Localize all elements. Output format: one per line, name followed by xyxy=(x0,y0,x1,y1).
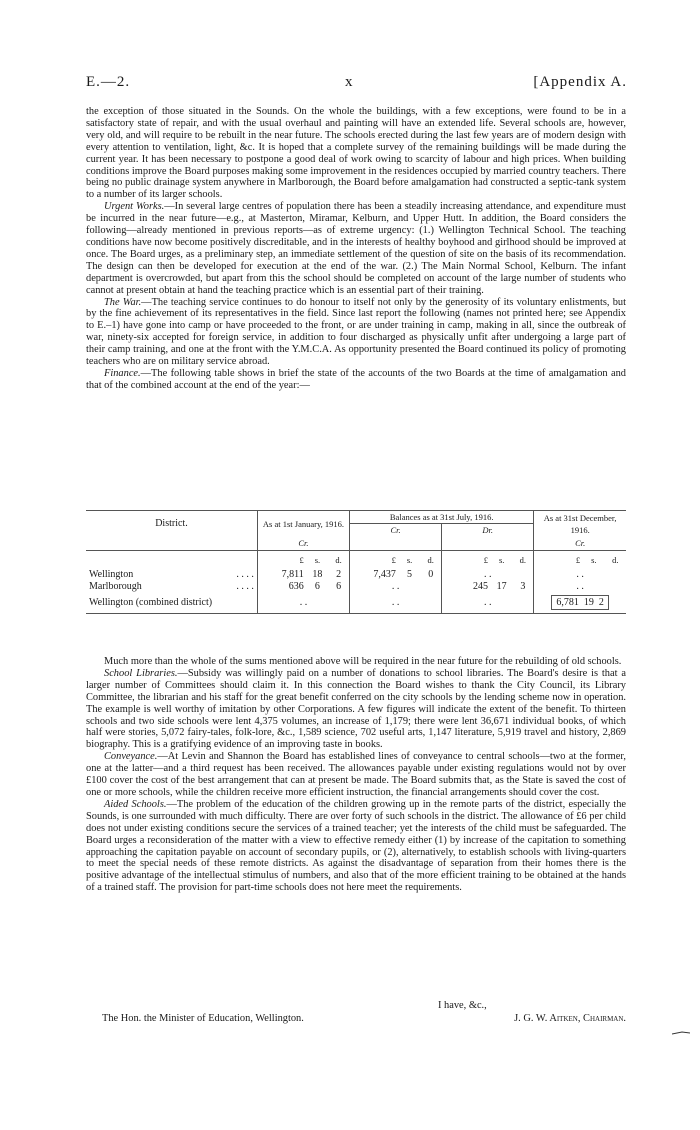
valediction: I have, &c., xyxy=(438,1000,487,1011)
amount-pounds: 636 xyxy=(257,581,306,593)
unit-shillings: s. xyxy=(406,555,413,565)
unit-pounds: £ xyxy=(257,551,306,570)
header-jan-cr: Cr. xyxy=(257,536,349,551)
header-july-group: Balances as at 31st July, 1916. xyxy=(350,511,534,524)
header-july-dr: Dr. xyxy=(442,524,534,537)
district-name: Marlborough xyxy=(89,581,142,592)
unit-pence: d. xyxy=(612,555,619,565)
empty-cell: . . xyxy=(534,581,626,593)
combined-total-cell xyxy=(534,593,626,614)
margin-mark-icon xyxy=(672,1030,690,1036)
amount-shillings: 6 xyxy=(314,581,320,592)
amount-pence: 3 xyxy=(520,581,526,592)
unit-pounds: £ xyxy=(350,551,399,570)
amount-pence: 0 xyxy=(428,569,434,580)
unit-pounds: £ xyxy=(534,551,583,570)
page-code: E.—2. xyxy=(86,74,131,90)
section-heading: Aided Schools. xyxy=(104,798,167,810)
table-row xyxy=(86,581,626,593)
amount-pounds: 7,437 xyxy=(350,569,399,581)
header-dec-cr: Cr. xyxy=(534,536,626,551)
paragraph-school-libraries: School Libraries.—Subsidy was willingly paid on a number of donations to school libraries. The Board's desire is that a larger number of Committees should claim it. In this connection the Board wishes to thank the City Council, its Library Committee, the librarian and his staff for the great benefit conferred on the city schools by the lending scheme now in operation. The example is well worthy of imitation by other Corporations. A few figures will indicate the extent of the benefit. To thirteen schools and two side schools were lent 4,375 volumes, an increase of 1,179; there were lent 36,671 individual books, of which half were stories, 5,072 fairy-tales, folk-lore, &c., 1,589 science, 702 useful arts, 1,147 literature, 5,919 travel and history, 2,869 biography. This is a gratifying evidence of an improving taste in books. xyxy=(86,667,626,751)
section-heading: School Libraries. xyxy=(104,667,178,679)
leader-dots: . . . . xyxy=(236,569,254,580)
amount-shillings: 17 xyxy=(496,581,507,592)
header-dec: As at 31st December, 1916. xyxy=(534,511,626,537)
section-heading: Finance. xyxy=(104,367,141,379)
addressee: The Hon. the Minister of Education, Wellington. xyxy=(102,1013,304,1024)
header-district: District. xyxy=(86,511,257,537)
paragraph-conveyance: Conveyance.—At Levin and Shannon the Board has established lines of conveyance to central schools—two at the former, one at the latter—and a third request has been received. The allowances payable under existing regulations would not by over £100 cover the cost of the best arrangement that can at present be made. The Board submits that, as the State is saved the cost of one or more schools, while the children receive more efficient instruction, the financial arrangements should cover the cost. xyxy=(86,751,626,798)
amount-shillings: 5 xyxy=(407,569,413,580)
paragraph-buildings: the exception of those situated in the Sounds. On the whole the buildings, with a few exceptions, were found to be in a satisfactory state of repair, and with the usual overhaul and painting will have an extended life. Several schools are, however, very old, and will require to be rebuilt in the near future. The schools erected during the last few years are of modern design with every attention to ventilation, light, &c. It is hoped that a complete survey of the remaining buildings will be made during the current year. It has been necessary to postpone a good deal of work owing to scarcity of labour and high prices. When building conditions improve the Board purposes making some improvement in the residences occupied by married country teachers. There being no public drainage system anywhere in Marlborough, the Board before amalgamation had constructed a septic-tank system to a number of its larger schools. xyxy=(86,106,626,201)
empty-cell: . . xyxy=(350,581,442,593)
combined-total xyxy=(551,595,609,610)
body-text-top xyxy=(86,106,626,392)
header-july-cr: Cr. xyxy=(350,524,442,537)
unit-shillings: s. xyxy=(314,555,321,565)
amount-pence: 2 xyxy=(336,569,342,580)
unit-pence: d. xyxy=(519,555,527,565)
paragraph-finance: Finance.—The following table shows in brief the state of the accounts of the two Boards at the time of amalgamation and that of the combined account at the end of the year:— xyxy=(86,367,626,391)
paragraph-the-war: The War.—The teaching service continues to do honour to itself not only by the generosity of its voluntary enlistments, but by the fine achievement of its representatives in the field. Since last report the following (names not printed here; see Appendix to E.–1) have gone into camp or have proceeded to the front, or are under training in camp, making in all, since the outbreak of war, ninety-six accepted for foreign service, in addition to four discharged as physically unfit after undergoing a large part of their camp training, and one at the front with the Y.M.C.A. As opportunity presented the Board continued its policy of promoting teachers who are on military service abroad. xyxy=(86,296,626,368)
section-heading: The War. xyxy=(104,296,142,308)
table-row xyxy=(86,593,626,614)
section-heading: Conveyance. xyxy=(104,751,158,763)
page-number: x xyxy=(345,74,354,90)
section-heading: Urgent Works. xyxy=(104,201,165,213)
appendix-label: [Appendix A. xyxy=(533,74,627,90)
table-row xyxy=(86,569,626,581)
unit-pence: d. xyxy=(335,555,342,565)
paragraph-rebuilding: Much more than the whole of the sums mentioned above will be required in the near future for the rebuilding of old schools. xyxy=(104,656,622,667)
amount-shillings: 18 xyxy=(312,569,323,580)
empty-cell: . . xyxy=(257,593,349,614)
amount-pounds: 6,781 xyxy=(556,597,579,608)
leader-dots: . . . . xyxy=(236,581,254,592)
empty-cell: . . xyxy=(442,569,534,581)
body-text-bottom xyxy=(86,656,626,894)
header-jan: As at 1st January, 1916. xyxy=(257,511,349,537)
amount-shillings: 19 xyxy=(583,597,594,608)
empty-cell: . . xyxy=(350,593,442,614)
signature: J. G. W. Aitken, Chairman. xyxy=(514,1013,626,1024)
empty-cell: . . xyxy=(534,569,626,581)
unit-pounds: £ xyxy=(442,551,491,570)
amount-pounds: 7,811 xyxy=(257,569,306,581)
empty-cell: . . xyxy=(442,593,534,614)
unit-pence: d. xyxy=(427,555,434,565)
district-name: Wellington (combined district) xyxy=(89,597,213,608)
unit-shillings: s. xyxy=(498,555,505,565)
paragraph-aided-schools: Aided Schools.—The problem of the education of the children growing up in the remote parts of the district, especially the Sounds, is one surrounded with much difficulty. There are over forty of such schools in the district. The allowance of £6 per child does not under existing conditions secure the services of a trained teacher; yet the interests of the child must be safeguarded. The Board urges a reconsideration of the matter with a view to effective remedy either (1) by increase of the capitation to something approaching the capitation payable on account of secondary pupils, or (2), alternatively, to establish schools with living-quarters to meet the special needs of these remote districts. As against the disadvantage of separation from their homes there is the positive advantage of the intellectual stimulus of numbers, and also that of the more efficient training to be obtained at the hands of a trained staff. The provision for part-time schools does not here meet the requirements. xyxy=(86,798,627,894)
unit-shillings: s. xyxy=(591,555,597,565)
finance-table xyxy=(86,510,626,614)
amount-pounds: 245 xyxy=(442,581,491,593)
paragraph-urgent-works: Urgent Works.—In several large centres of population there has been a steadily increasing attendance, and expenditure must be incurred in the near future—e.g., at Masterton, Miramar, Kelburn, and Upper Hutt. In addition, the Board considers the following—already mentioned in previous reports—as of extreme urgency: (1.) Wellington Technical School. The teaching conditions have now become positively discreditable, and in the interests of healthy boyhood and girlhood should be improved at once. The Board urges, as a preliminary step, an immediate settlement of the question of site on the basis of its recommendation. The design can then be developed for execution at the end of the war. (2.) The Main Normal School, Kelburn. The infant department is overcrowded, but apart from this the school should be completed on account of the large number of students who cannot at present obtain at hand the teaching practice which is an essential part of their training. xyxy=(86,201,626,296)
amount-pence: 2 xyxy=(598,597,604,608)
amount-pence: 6 xyxy=(336,581,342,592)
district-name: Wellington xyxy=(89,569,134,580)
